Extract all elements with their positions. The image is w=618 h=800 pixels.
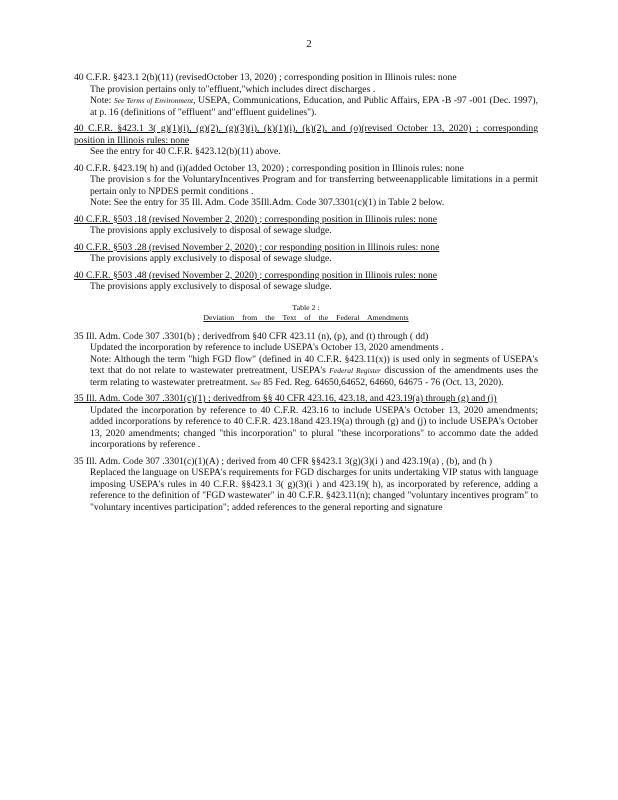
document-body: [74, 72, 538, 518]
entry-307-3301-c-1-A: [74, 456, 538, 514]
entry-note: [74, 354, 538, 389]
entry-heading: 35 Ill. Adm. Code 307 .3301(b) ; derivedfrom §40 CFR 423.11 (n), (p), and (t) through ( dd): [74, 330, 429, 342]
entry-paragraph: The provision s for the VoluntaryIncentives Program and for transferring betweenapplicable limitations in a permit pertain only to NPDES permit conditions .: [90, 174, 538, 197]
entry-503-48: [74, 270, 538, 293]
entry-307-3301-c-1: [74, 393, 538, 451]
entry-503-18: [74, 214, 538, 237]
entry-423-19: [74, 163, 538, 209]
entry-note: [74, 95, 538, 118]
page-number: 2: [306, 38, 312, 50]
entry-307-3301-b: [74, 331, 538, 389]
table-2-title: Table 2 :: [292, 302, 320, 312]
entry-paragraph: The provisions apply exclusively to disposal of sewage sludge.: [90, 225, 332, 236]
entry-heading: 40 C.F.R. §423.1 3( g)(1)(i), (g)(2), (g)(3)(i), (k)(1)(i), (k)(2), and (o)(revised October 13, 2020) ; corresponding position in Illinois rules: none: [74, 123, 538, 146]
entry-paragraph: The provision pertains only to"effluent,"which includes direct discharges .: [90, 83, 376, 95]
note-text-continued: discussion of the amendments uses the term relating to wastewater pretreatment.: [90, 365, 538, 388]
entry-423-13: [74, 123, 538, 158]
entry-heading: 40 C.F.R. §503 .48 (revised November 2, 2020) ; corresponding position in Illinois rules: none: [74, 269, 437, 281]
entry-paragraph: The provisions apply exclusively to disposal of sewage sludge.: [90, 253, 332, 264]
entry-heading: 40 C.F.R. §503 .18 (revised November 2, 2020) ; corresponding position in Illinois rules: none: [74, 213, 437, 225]
entry-heading: 40 C.F.R. §423.1 2(b)(11) (revisedOctober 13, 2020) ; corresponding position in Illinois rules: none: [74, 72, 457, 83]
note-label: Note:: [90, 95, 112, 106]
entry-heading: 40 C.F.R. §503 .28 (revised November 2, 2020) ; cor responding position in Illinois rules: none: [74, 241, 440, 253]
note-see-small: See: [250, 377, 261, 387]
entry-423-12-b-11: [74, 72, 538, 118]
note-citation: 85 Fed. Reg. 64650,64652, 64660, 64675 - 76 (Oct. 13, 2020).: [260, 376, 504, 388]
note-citation-small: See Terms of Environment: [113, 96, 194, 105]
entry-paragraph: See the entry for 40 C.F.R. §423.12(b)(11) above.: [90, 146, 281, 157]
note-text: Note: Although the term "high FGD flow" (defined in 40 C.F.R. §423.11(x)) is used only in segments of USEPA's text that do not relate to wastewater pretreatment, USEPA's: [90, 353, 538, 376]
entry-paragraph: Replaced the language on USEPA's requirements for FGD discharges for units undertaking VIP status with language imposing USEPA's rules in 40 C.F.R. §§423.1 3( g)(3)(i ) and 423.19( h), as incorporated by reference, adding a reference to the definition of "FGD wastewater" in 40 C.F.R. §423.11(n); changed "voluntary incentives program" to "voluntary incentives participation"; added references to the general reporting and signature: [90, 467, 539, 513]
entry-note: Note: See the entry for 35 Ill. Adm. Code 35Ill.Adm. Code 307.3301(c)(1) in Table 2 below.: [90, 197, 445, 208]
entry-paragraph: Updated the incorporation by reference to 40 C.F.R. 423.16 to include USEPA's October 13, 2020 amendments; added incorporations by reference to 40 C.F.R. 423.18and 423.19(a) through (g) and (j) to include USEPA's October 13, 2020 amendments; changed "this incorporation" to plural "these incorporations" to accommo date the added incorporations by reference .: [90, 404, 538, 450]
table-2-subtitle: Deviation from the Text of the Federal Amendments: [203, 312, 409, 322]
note-text: , USEPA, Communications, Education, and Public Affairs, EPA -B -97 -001 (Dec. 1997), at p. 16 (definitions of "effluent" and"effluent guidelines").: [90, 95, 538, 118]
entry-paragraph: The provisions apply exclusively to disposal of sewage sludge.: [90, 281, 332, 292]
entry-paragraph: Updated the incorporation by reference to include USEPA's October 13, 2020 amendments .: [90, 342, 444, 353]
entry-503-28: [74, 242, 538, 265]
entry-heading: 35 Ill. Adm. Code 307 .3301(c)(1)(A) ; derived from 40 CFR §§423.1 3(g)(3)(i ) and 423.19(a) , (b), and (h ): [74, 455, 493, 467]
entry-heading: 35 Ill. Adm. Code 307 .3301(c)(1) ; derivedfrom §§ 40 CFR 423.16, 423.18, and 423.19(a) through (g) and (j): [74, 393, 497, 404]
note-federal-register-small: Federal Register: [329, 366, 381, 375]
entry-heading: 40 C.F.R. §423.19( h) and (i)(added October 13, 2020) ; corresponding position in Illinois rules: none: [74, 162, 464, 174]
